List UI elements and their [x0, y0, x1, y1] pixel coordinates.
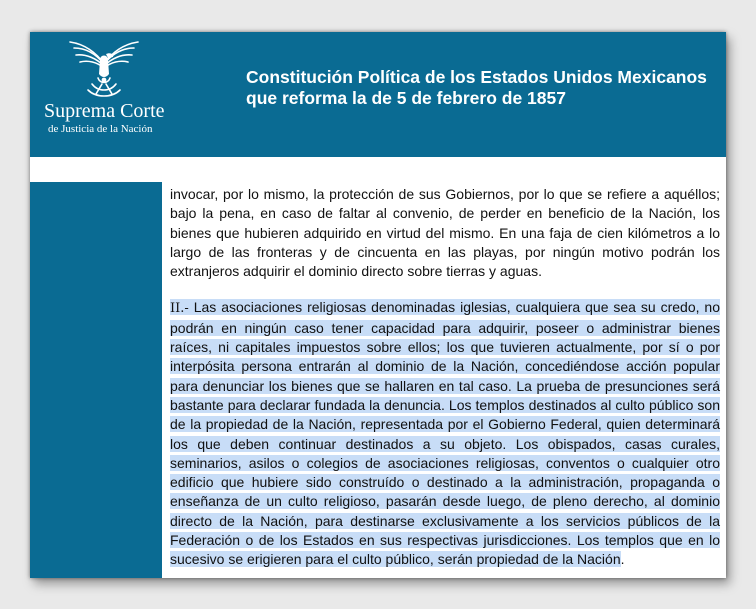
fraction-number: II.- [170, 301, 189, 317]
paragraph-2-text: Las asociaciones religiosas denominadas iglesias, cualquiera que sea su credo, no podrán en ningún caso tener capacidad para adquirir, poseer o administrar bienes raíces, ni capitales impuestos sobre ellos; los que tuvieren actualmente, por sí o por interpósita persona entrarán al dominio de la Nación, concediéndose acción popular para denunciar los bienes que se hallaren en tal caso. La prueba de presunciones será bastante para declarar fundada la denuncia. Los templos destinados al culto público son de la propiedad de la Nación, representada por el Gobierno Federal, quien determinará los que deben continuar destinados a su objeto. Los obispados, casas curales, seminarios, asilos o colegios de asociaciones religiosas, conventos o cualquier otro edificio que hubiere sido construído o destinado a la administración, propaganda o enseñanza de un culto religioso, pasarán desde luego, de pleno derecho, al dominio directo de la Nación, para destinarse exclusivamente a los servicios públicos de la Federación o de los Estados en sus respectivas jurisdicciones. Los templos que en lo sucesivo se erigieren para el culto público, serán propiedad de la Nación [170, 299, 721, 568]
document-text[interactable] [170, 185, 720, 570]
paragraph-2[interactable] [170, 298, 720, 569]
logo-title: Suprema Corte [44, 100, 165, 122]
page-title [246, 67, 726, 109]
paragraph-1[interactable]: invocar, por lo mismo, la protección de sus Gobiernos, por lo que se refiere a aquéllos; bajo la pena, en caso de faltar al convenio, de perder en beneficio de la Nación, los bienes que hubieren adquirido en virtud del mismo. En una faja de cien kilómetros a lo largo de las fronteras y de cincuenta en las playas, por ningún motivo podrán los extranjeros adquirir el dominio directo sobre tierras y aguas. [170, 186, 720, 280]
paragraph-2-end: . [620, 551, 625, 568]
scjn-logo[interactable] [44, 32, 164, 142]
page-title-line-2: que reforma la de 5 de febrero de 1857 [246, 88, 566, 108]
logo-subtitle: de Justicia de la Nación [48, 123, 153, 135]
eagle-seal-icon [66, 34, 142, 100]
selected-text[interactable] [170, 299, 720, 567]
header-banner [30, 32, 726, 157]
left-sidebar [30, 182, 162, 578]
document-window [30, 32, 726, 578]
page-title-line-1: Constitución Política de los Estados Unidos Mexicanos [246, 67, 707, 87]
